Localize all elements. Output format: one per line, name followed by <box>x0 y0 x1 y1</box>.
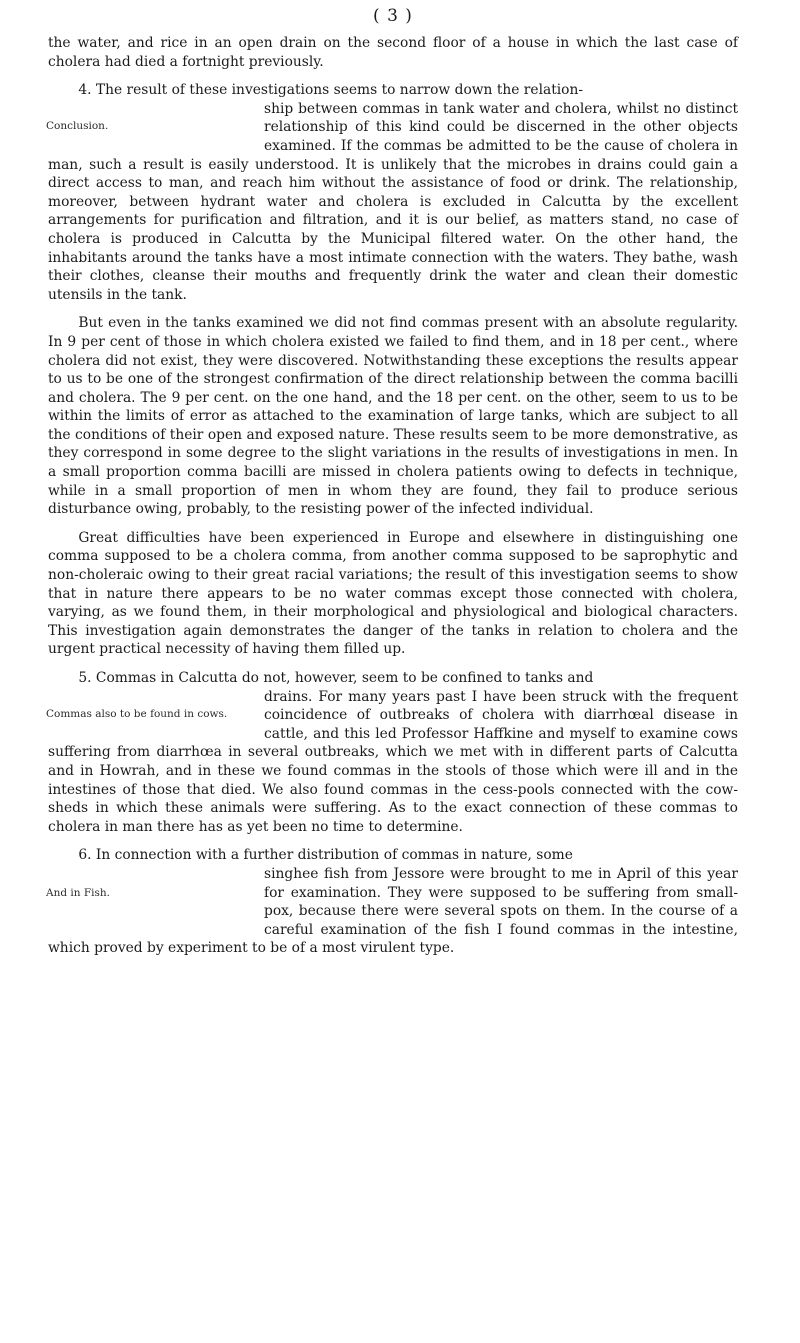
difficulties-paragraph: Great difficulties have been experienced in Europe and elsewhere in distinguishing one comma supposed to be a cholera comma, from another comma supposed to be saprophytic and non-choleraic owing to their great racial variations; the result of this investigation seems to show that in nature there appears to be no water commas except those connected with cholera, varying, as we found them, in their morphological and physiological and biological characters. This investigation again demonstrates the danger of the tanks in relation to cholera and the urgent practical necessity of having them filled up. <box>48 529 738 658</box>
margin-note-cows: Commas also to be found in cows. <box>46 707 228 720</box>
tanks-paragraph: But even in the tanks examined we did not find commas present with an absolute regularity. In 9 per cent of those in which cholera existed we failed to find them, and in 18 per cent., where cholera did not exist, they were discovered. Notwithstanding these exceptions the results appear to us to be one of the strongest confirmation of the direct relationship between the comma bacilli and cholera. The 9 per cent. on the one hand, and the 18 per cent. on the other, seem to us to be within the limits of error as attached to the examination of large tanks, which are subject to all the conditions of their open and exposed nature. These results seem to be more demonstrative, as they correspond in some degree to the slight variations in the results of investigations in men. In a small proportion comma bacilli are missed in cholera patients owing to defects in technique, while in a small proportion of men in whom they are found, they fail to produce serious disturbance owing, probably, to the resisting power of the infected individual. <box>48 315 738 518</box>
section-6-body: singhee fish from Jessore were brought to me in April of this year for examination. They were supposed to be suffering from small-pox, because there were several spots on them. In the course of a careful examination of the fish I found commas in the intestine, which proved by experiment to be of a most virulent type. <box>48 865 738 957</box>
continuation-paragraph: the water, and rice in an open drain on the second floor of a house in which the last case of cholera had died a fortnight previously. <box>48 35 738 70</box>
margin-note-conclusion: Conclusion. <box>46 119 109 132</box>
section-5 <box>48 669 738 836</box>
margin-note-fish: And in Fish. <box>46 886 110 899</box>
section-5-body: drains. For many years past I have been struck with the frequent coincidence of outbreaks of cholera with diarrhœal disease in cattle, and this led Professor Haffkine and myself to examine cows suffering from diarrhœa in several outbreaks, which we met with in different parts of Calcutta and in Howrah, and in these we found commas in the stools of those which were ill and in the intestines of those that died. We also found commas in the cess-pools connected with the cow-sheds in which these animals were suffering. As to the exact connection of these commas to cholera in man there has as yet been no time to determine. <box>48 688 738 835</box>
section-5-lead: 5. Commas in Calcutta do not, however, seem to be confined to tanks and <box>78 670 594 686</box>
section-4 <box>48 81 738 304</box>
section-4-body: ship between commas in tank water and cholera, whilst no distinct relationship of this kind could be discerned in the other objects examined. If the commas be admitted to be the cause of cholera in man, such a result is easily understood. It is unlikely that the microbes in drains could gain a direct access to man, and reach him without the assistance of food or drink. The relationship, moreover, between hydrant water and cholera is excluded in Calcutta by the excellent arrangements for purification and filtration, and it is our belief, as matters stand, no case of cholera is produced in Calcutta by the Municipal filtered water. On the other hand, the inhabitants around the tanks have a most intimate connection with the waters. They bathe, wash their clothes, cleanse their mouths and frequently drink the water and clean their domestic utensils in the tank. <box>48 100 738 303</box>
section-4-lead: 4. The result of these investigations seems to narrow down the relation- <box>78 82 584 99</box>
section-6 <box>48 846 738 958</box>
section-6-lead: 6. In connection with a further distribution of commas in nature, some <box>78 847 573 864</box>
page-number: ( 3 ) <box>373 6 413 26</box>
